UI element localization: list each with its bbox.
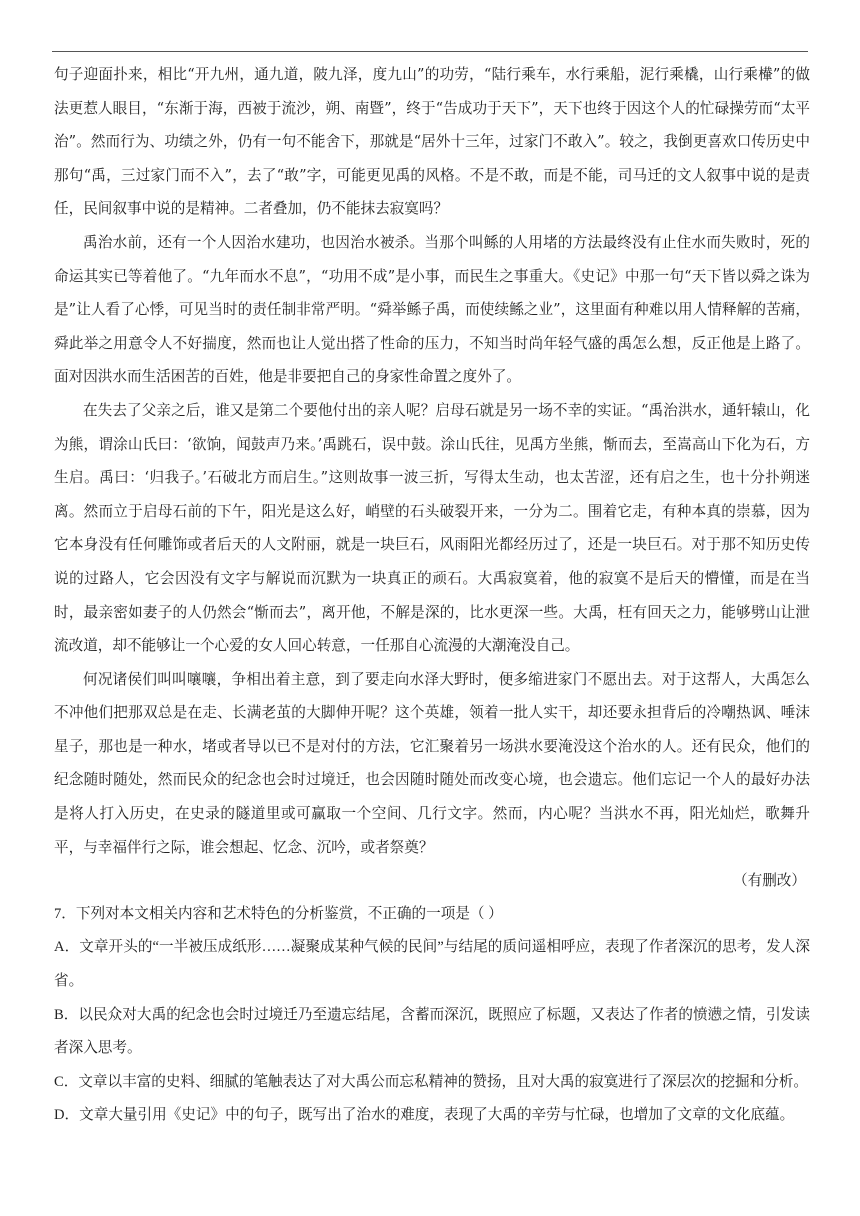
source-note: （有删改） xyxy=(733,872,806,890)
option-a: A．文章开头的“一半被压成纸形……凝聚成某种气候的民间”与结尾的质问遥相呼应，表现了作者深沉的思考，发人深省。 xyxy=(54,939,810,990)
option-d: D．文章大量引用《史记》中的句子，既写出了治水的难度，表现了大禹的辛劳与忙碌，也增加了文章的文化底蕴。 xyxy=(54,1107,795,1124)
option-b: B．以民众对大禹的纪念也会时过境迁乃至遗忘结尾，含蓄而深沉，既照应了标题，又表达了作者的愤懑之情，引发读者深入思考。 xyxy=(54,1006,810,1057)
passage-paragraph-3: 在失去了父亲之后，谁又是第二个要他付出的亲人呢？启母石就是另一场不幸的实证。“禹治洪水，通轩辕山，化为熊，谓涂山氏曰：‘欲饷，闻鼓声乃来。’禹跳石，误中鼓。涂山氏往，见禹方坐熊，惭而去，至嵩高山下化为石，方生启。禹曰：‘归我子。’石破北方而启生。”这则故事一波三折，写得太生动，也太苦涩，还有启之生，也十分扑朔迷离。然而立于启母石前的下午，阳光是这么好，峭壁的石头破裂开来，一分为二。围着它走，有种本真的崇慕，因为它本身没有任何雕饰或者后天的人文附丽，就是一块巨石，风雨阳光都经历过了，还是一块巨石。对于那不知历史传说的过路人，它会因没有文字与解说而沉默为一块真正的顽石。大禹寂寞着，他的寂寞不是后天的懵懂，而是在当时，最亲密如妻子的人仍然会“惭而去”，离开他，不解是深的，比水更深一些。大禹，枉有回天之力，能够劈山让泄流改道，却不能够让一个心爱的女人回心转意，一任那自心流漫的大潮淹没自己。 xyxy=(54,401,810,655)
document-body xyxy=(54,58,810,1133)
passage-paragraph-1: 句子迎面扑来，相比“开九州，通九道，陂九泽，度九山”的功劳，“陆行乘车，水行乘船，泥行乘橇，山行乘檋”的做法更惹人眼目，“东渐于海，西被于流沙，朔、南暨”，终于“告成功于天下”，天下也终于因这个人的忙碌操劳而“太平治”。然而行为、功绩之外，仍有一句不能舍下，那就是“居外十三年，过家门不敢入”。较之，我倒更喜欢口传历史中那句“禹，三过家门而不入”，去了“敢”字，可能更见禹的风格。不是不敢，而是不能，司马迁的文人叙事中说的是责任，民间叙事中说的是精神。二者叠加，仍不能抹去寂寞吗？ xyxy=(54,66,810,218)
top-divider xyxy=(52,51,808,52)
option-c: C．文章以丰富的史料、细腻的笔触表达了对大禹公而忘私精神的赞扬，且对大禹的寂寞进行了深层次的挖掘和分析。 xyxy=(54,1073,809,1090)
question-stem: 7．下列对本文相关内容和艺术特色的分析鉴赏，不正确的一项是（ ） xyxy=(54,905,503,922)
passage-paragraph-2: 禹治水前，还有一个人因治水建功，也因治水被杀。当那个叫鲧的人用堵的方法最终没有止住水而失败时，死的命运其实已等着他了。“九年而水不息”，“功用不成”是小事，而民生之事重大。《史记》中那一句“天下皆以舜之诛为是”让人看了心悸，可见当时的责任制非常严明。“舜举鲧子禹，而使续鲧之业”，这里面有种难以用人情释解的苦痛，舜此举之用意令人不好揣度，然而也让人觉出搭了性命的压力，不知当时尚年轻气盛的禹怎么想，反正他是上路了。面对因洪水而生活困苦的百姓，他是非要把自己的身家性命置之度外了。 xyxy=(54,233,810,386)
passage-paragraph-4: 何况诸侯们叫叫嚷嚷，争相出着主意，到了要走向水泽大野时，便多缩进家门不愿出去。对于这帮人，大禹怎么不冲他们把那双总是在走、长满老茧的大脚伸开呢？这个英雄，领着一批人实干，却还要永担背后的冷嘲热讽、唾沫星子，那也是一种水，堵或者导以已不是对付的方法，它汇聚着另一场洪水要淹没这个治水的人。还有民众，他们的纪念随时随处，然而民众的纪念也会时过境迁，也会因随时随处而改变心境，也会遗忘。他们忘记一个人的最好办法是将人打入历史，在史录的隧道里或可赢取一个空间、几行文字。然而，内心呢？当洪水不再，阳光灿烂，歌舞升平，与幸福伴行之际，谁会想起、忆念、沉吟，或者祭奠？ xyxy=(54,670,810,856)
